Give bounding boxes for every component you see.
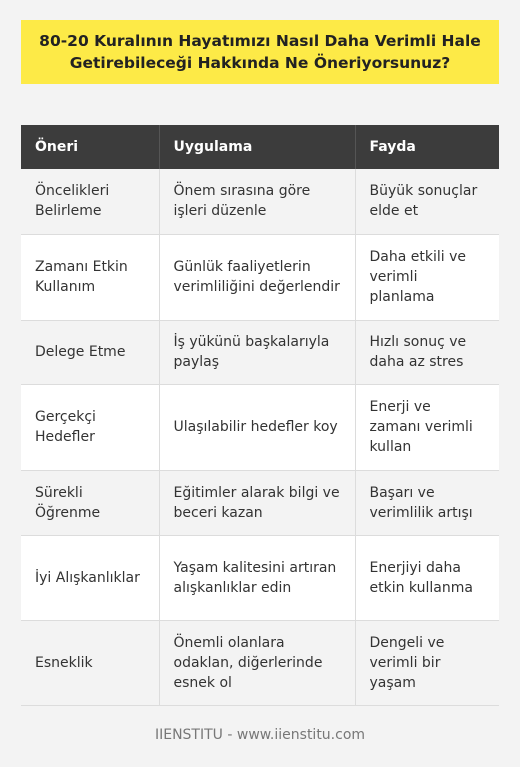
cell-fayda: Büyük sonuçlar elde et bbox=[355, 169, 499, 234]
column-header-oneri: Öneri bbox=[21, 125, 159, 169]
cell-oneri: Zamanı Etkin Kullanım bbox=[21, 234, 159, 320]
title-banner bbox=[21, 20, 499, 84]
table-row bbox=[21, 535, 499, 620]
cell-uygulama: Önemli olanlara odaklan, diğerlerinde esnek ol bbox=[159, 620, 355, 705]
table-row bbox=[21, 384, 499, 470]
page-title-line-2: Getirebileceği Hakkında Ne Öneriyorsunuz? bbox=[69, 54, 451, 72]
page-title-line-1: 80-20 Kuralının Hayatımızı Nasıl Daha Verimli Hale bbox=[39, 32, 481, 50]
cell-fayda: Hızlı sonuç ve daha az stres bbox=[355, 320, 499, 384]
cell-uygulama: Ulaşılabilir hedefler koy bbox=[159, 384, 355, 470]
cell-fayda: Enerjiyi daha etkin kullanma bbox=[355, 535, 499, 620]
cell-oneri: Esneklik bbox=[21, 620, 159, 705]
cell-uygulama: Eğitimler alarak bilgi ve beceri kazan bbox=[159, 470, 355, 535]
cell-uygulama: Önem sırasına göre işleri düzenle bbox=[159, 169, 355, 234]
column-header-uygulama: Uygulama bbox=[159, 125, 355, 169]
footer-credit: IIENSTITU - www.iienstitu.com bbox=[154, 727, 366, 743]
recommendations-table bbox=[21, 125, 499, 706]
cell-oneri: İyi Alışkanlıklar bbox=[21, 535, 159, 620]
cell-oneri: Delege Etme bbox=[21, 320, 159, 384]
cell-fayda: Dengeli ve verimli bir yaşam bbox=[355, 620, 499, 705]
table-row bbox=[21, 169, 499, 234]
cell-oneri: Öncelikleri Belirleme bbox=[21, 169, 159, 234]
cell-uygulama: İş yükünü başkalarıyla paylaş bbox=[159, 320, 355, 384]
cell-oneri: Gerçekçi Hedefler bbox=[21, 384, 159, 470]
table-row bbox=[21, 320, 499, 384]
cell-oneri: Sürekli Öğrenme bbox=[21, 470, 159, 535]
table-row bbox=[21, 620, 499, 705]
page-title bbox=[39, 30, 481, 74]
column-header-fayda: Fayda bbox=[355, 125, 499, 169]
cell-fayda: Başarı ve verimlilik artışı bbox=[355, 470, 499, 535]
table-header-row bbox=[21, 125, 499, 169]
cell-uygulama: Günlük faaliyetlerin verimliliğini değerlendir bbox=[159, 234, 355, 320]
table-row bbox=[21, 470, 499, 535]
cell-fayda: Daha etkili ve verimli planlama bbox=[355, 234, 499, 320]
cell-uygulama: Yaşam kalitesini artıran alışkanlıklar edin bbox=[159, 535, 355, 620]
cell-fayda: Enerji ve zamanı verimli kullan bbox=[355, 384, 499, 470]
table-row bbox=[21, 234, 499, 320]
